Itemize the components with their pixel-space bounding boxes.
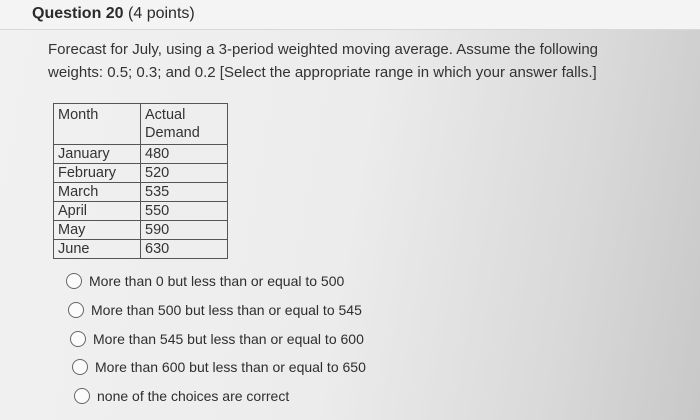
question-points: (4 points) [128,5,195,22]
table-header-row [54,104,228,145]
table-row [54,221,228,240]
table-row [54,183,228,202]
question-number: Question 20 [32,5,124,22]
header-month: Month [54,104,141,145]
question-prompt [48,38,618,84]
month-cell: April [54,202,141,221]
option-545-600[interactable] [70,331,364,347]
demand-cell: 630 [141,240,228,259]
demand-cell: 535 [141,183,228,202]
option-none[interactable] [74,388,289,404]
demand-cell: 520 [141,164,228,183]
month-cell: March [54,183,141,202]
question-header [0,0,700,30]
demand-cell: 550 [141,202,228,221]
option-600-650[interactable] [72,359,366,375]
table-row [54,240,228,259]
option-label: More than 500 but less than or equal to 545 [91,302,362,318]
demand-cell: 480 [141,145,228,164]
option-label: More than 545 but less than or equal to 600 [93,331,364,347]
option-label: none of the choices are correct [97,388,290,404]
month-cell: January [54,145,141,164]
month-cell: May [54,221,141,240]
header-demand: Demand [145,125,200,141]
demand-cell: 590 [141,221,228,240]
radio-button[interactable] [66,273,82,289]
demand-table [53,103,228,259]
option-label: More than 600 but less than or equal to 650 [95,359,366,375]
radio-button[interactable] [72,359,88,375]
option-label: More than 0 but less than or equal to 500 [89,273,345,289]
table-row [54,202,228,221]
header-actual: Actual [145,107,186,123]
option-500-545[interactable] [68,302,362,318]
prompt-line-2: weights: 0.5; 0.3; and 0.2 [Select the appropriate range in which your answer falls.] [48,64,597,81]
radio-button[interactable] [74,388,90,404]
option-0-500[interactable] [66,273,344,289]
month-cell: June [54,240,141,259]
table-row [54,145,228,164]
prompt-line-1: Forecast for July, using a 3-period weighted moving average. Assume the following [48,41,599,58]
radio-button[interactable] [70,331,86,347]
month-cell: February [54,164,141,183]
radio-button[interactable] [68,302,84,318]
header-actual-demand [141,104,228,145]
table-row [54,164,228,183]
